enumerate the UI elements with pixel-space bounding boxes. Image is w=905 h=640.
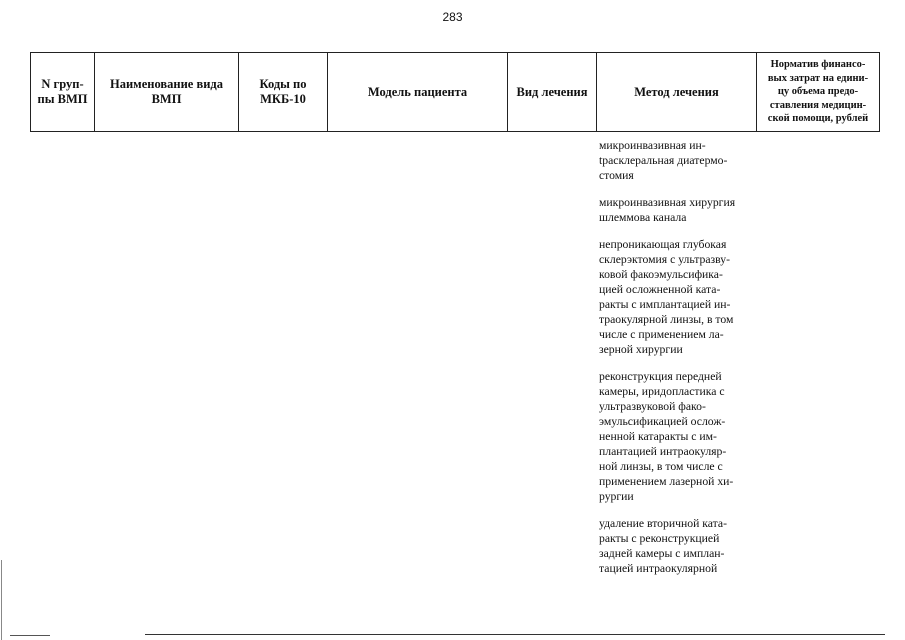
header-financial-norm: Норматив финансо- вых затрат на едини- цу объема предо- ставления медицин- ской помощи, рублей	[757, 53, 880, 132]
header-row	[31, 53, 880, 132]
scan-edge	[1, 560, 2, 640]
list-item: непроникающая глубокая склерэктомия с ультразву- ковой факоэмульсифика- цией осложненной ката- ракты с имплантацией ин- траокулярной линзы, в том числе с применением ла- зерной хирургии	[599, 238, 734, 356]
list-item: микроинвазивная хирургия шлеммова канала	[599, 196, 736, 224]
header-table	[30, 52, 880, 132]
list-item: удаление вторичной ката- ракты с реконструкцией задней камеры с имплан- тацией интраокулярной	[599, 517, 727, 575]
list-item: реконструкция передней камеры, иридопластика с ультразвуковой фако- эмульсификацией ослож- ненной катаракты с им- плантацией интраокуляр- ной линзы, в том числе с применением лазерной хи- рургии	[599, 370, 734, 503]
bottom-rule-left	[10, 635, 50, 636]
header-treatment-type: Вид лечения	[508, 53, 597, 132]
header-icd10-codes: Коды по МКБ-10	[239, 53, 328, 132]
header-group-number: N груп- пы ВМП	[31, 53, 95, 132]
bottom-rule	[145, 634, 885, 635]
treatment-method-list	[599, 138, 757, 588]
header-vmp-name: Наименование вида ВМП	[95, 53, 239, 132]
header-treatment-method: Метод лечения	[597, 53, 757, 132]
list-item: микроинвазивная ин- tрасклеральная диатермо- стомия	[599, 139, 728, 182]
header-patient-model: Модель пациента	[328, 53, 508, 132]
page-number: 283	[442, 10, 463, 24]
